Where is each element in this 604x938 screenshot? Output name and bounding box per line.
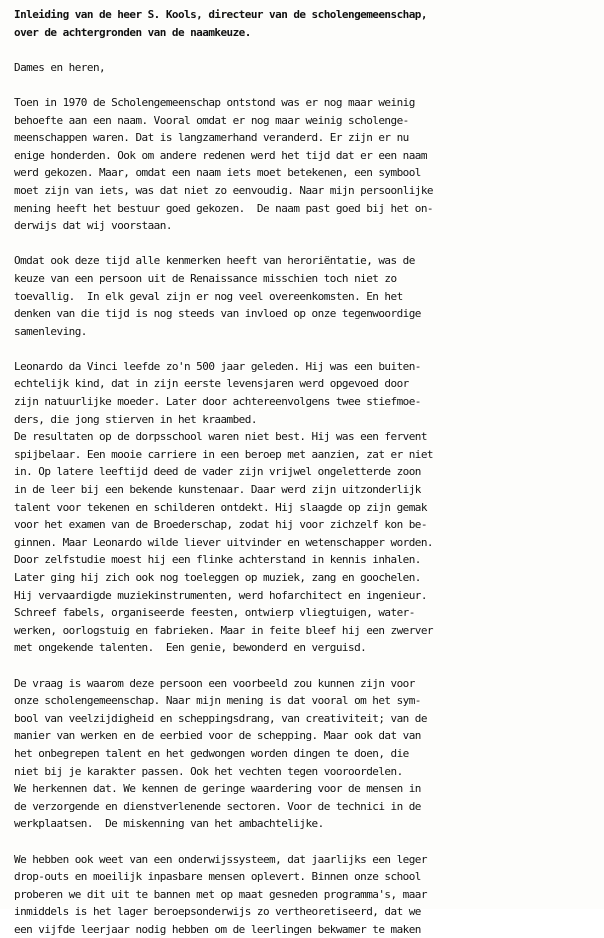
paragraph-line: Schreef fabels, organiseerde feesten, ontwierp vliegtuigen, water- (14, 604, 604, 622)
paragraph-line: niet bij je karakter passen. Ook het vechten tegen vooroordelen. (14, 763, 604, 781)
paragraph-line: werkplaatsen. De miskenning van het ambachtelijke. (14, 815, 604, 833)
paragraph-line: Leonardo da Vinci leefde zo'n 500 jaar geleden. Hij was een buiten- (14, 358, 604, 376)
paragraph-line: denken van die tijd is nog steeds van invloed op onze tegenwoordige (14, 305, 604, 323)
paragraph-line: in. Op latere leeftijd deed de vader zijn vrijwel ongeletterde zoon (14, 463, 604, 481)
paragraph-line: een vijfde leerjaar nodig hebben om de leerlingen bekwamer te maken (14, 921, 604, 938)
greeting-line: Dames en heren, (14, 59, 604, 77)
heading-line: over de achtergronden van de naamkeuze. (14, 24, 604, 42)
paragraph-line: Door zelfstudie moest hij een flinke achterstand in kennis inhalen. (14, 551, 604, 569)
paragraph-line: echtelijk kind, dat in zijn eerste levensjaren werd opgevoed door (14, 375, 604, 393)
paragraph (14, 358, 604, 657)
paragraph-line: Later ging hij zich ook nog toeleggen op muziek, zang en goochelen. (14, 569, 604, 587)
paragraph-line: toevallig. In elk geval zijn er nog veel overeenkomsten. En het (14, 288, 604, 306)
paragraph-line: drop-outs en moeilijk inpasbare mensen oplevert. Binnen onze school (14, 868, 604, 886)
document-body (14, 94, 604, 938)
paragraph-line: ginnen. Maar Leonardo wilde liever uitvinder en wetenschapper worden. (14, 534, 604, 552)
paragraph-line: Toen in 1970 de Scholengemeenschap ontstond was er nog maar weinig (14, 94, 604, 112)
paragraph-line: het onbegrepen talent en het gedwongen worden dingen te doen, die (14, 745, 604, 763)
paragraph-line: moet zijn van iets, was dat niet zo eenvoudig. Naar mijn persoonlijke (14, 182, 604, 200)
paragraph (14, 851, 604, 938)
document-heading (14, 6, 604, 41)
paragraph-line: inmiddels is het lager beroepsonderwijs zo vertheoretiseerd, dat we (14, 903, 604, 921)
paragraph-line: We herkennen dat. We kennen de geringe waardering voor de mensen in (14, 780, 604, 798)
paragraph-line: in de leer bij een bekende kunstenaar. Daar werd zijn uitzonderlijk (14, 481, 604, 499)
paragraph (14, 252, 604, 340)
paragraph-line: Hij vervaardigde muziekinstrumenten, werd hofarchitect en ingenieur. (14, 587, 604, 605)
paragraph-line: We hebben ook weet van een onderwijssysteem, dat jaarlijks een leger (14, 851, 604, 869)
paragraph-line: talent voor tekenen en schilderen ontdekt. Hij slaagde op zijn gemak (14, 499, 604, 517)
paragraph-line: met ongekende talenten. Een genie, bewonderd en verguisd. (14, 639, 604, 657)
paragraph-line: werd gekozen. Maar, omdat een naam iets moet betekenen, een symbool (14, 164, 604, 182)
paragraph-line: derwijs dat wij voorstaan. (14, 217, 604, 235)
paragraph-line: meenschappen waren. Dat is langzamerhand veranderd. Er zijn er nu (14, 129, 604, 147)
paragraph-line: enige honderden. Ook om andere redenen werd het tijd dat er een naam (14, 147, 604, 165)
paragraph-line: manier van werken en de eerbied voor de schepping. Maar ook dat van (14, 727, 604, 745)
paragraph-line: ders, die jong stierven in het kraambed. (14, 411, 604, 429)
paragraph-line: De resultaten op de dorpsschool waren niet best. Hij was een fervent (14, 428, 604, 446)
paragraph-line: voor het examen van de Broederschap, zodat hij voor zichzelf kon be- (14, 516, 604, 534)
paragraph-line: samenleving. (14, 323, 604, 341)
paragraph-line: onze scholengemeenschap. Naar mijn mening is dat vooral om het sym- (14, 692, 604, 710)
paragraph-line: behoefte aan een naam. Vooral omdat er nog maar weinig scholenge- (14, 112, 604, 130)
paragraph-line: De vraag is waarom deze persoon een voorbeeld zou kunnen zijn voor (14, 675, 604, 693)
paragraph-line: spijbelaar. Een mooie carriere in een beroep met aanzien, zat er niet (14, 446, 604, 464)
paragraph-line: proberen we dit uit te bannen met op maat gesneden programma's, maar (14, 886, 604, 904)
greeting (14, 59, 604, 77)
paragraph-line: werken, oorlogstuig en fabrieken. Maar in feite bleef hij een zwerver (14, 622, 604, 640)
paragraph (14, 675, 604, 833)
paragraph-line: mening heeft het bestuur goed gekozen. De naam past goed bij het on- (14, 200, 604, 218)
paragraph (14, 94, 604, 235)
heading-line: Inleiding van de heer S. Kools, directeur van de scholengemeenschap, (14, 6, 604, 24)
paragraph-line: bool van veelzijdigheid en scheppingsdrang, van creativiteit; van de (14, 710, 604, 728)
paragraph-line: de verzorgende en dienstverlenende sectoren. Voor de technici in de (14, 798, 604, 816)
paragraph-line: Omdat ook deze tijd alle kenmerken heeft van heroriëntatie, was de (14, 252, 604, 270)
paragraph-line: zijn natuurlijke moeder. Later door achtereenvolgens twee stiefmoe- (14, 393, 604, 411)
paragraph-line: keuze van een persoon uit de Renaissance misschien toch niet zo (14, 270, 604, 288)
